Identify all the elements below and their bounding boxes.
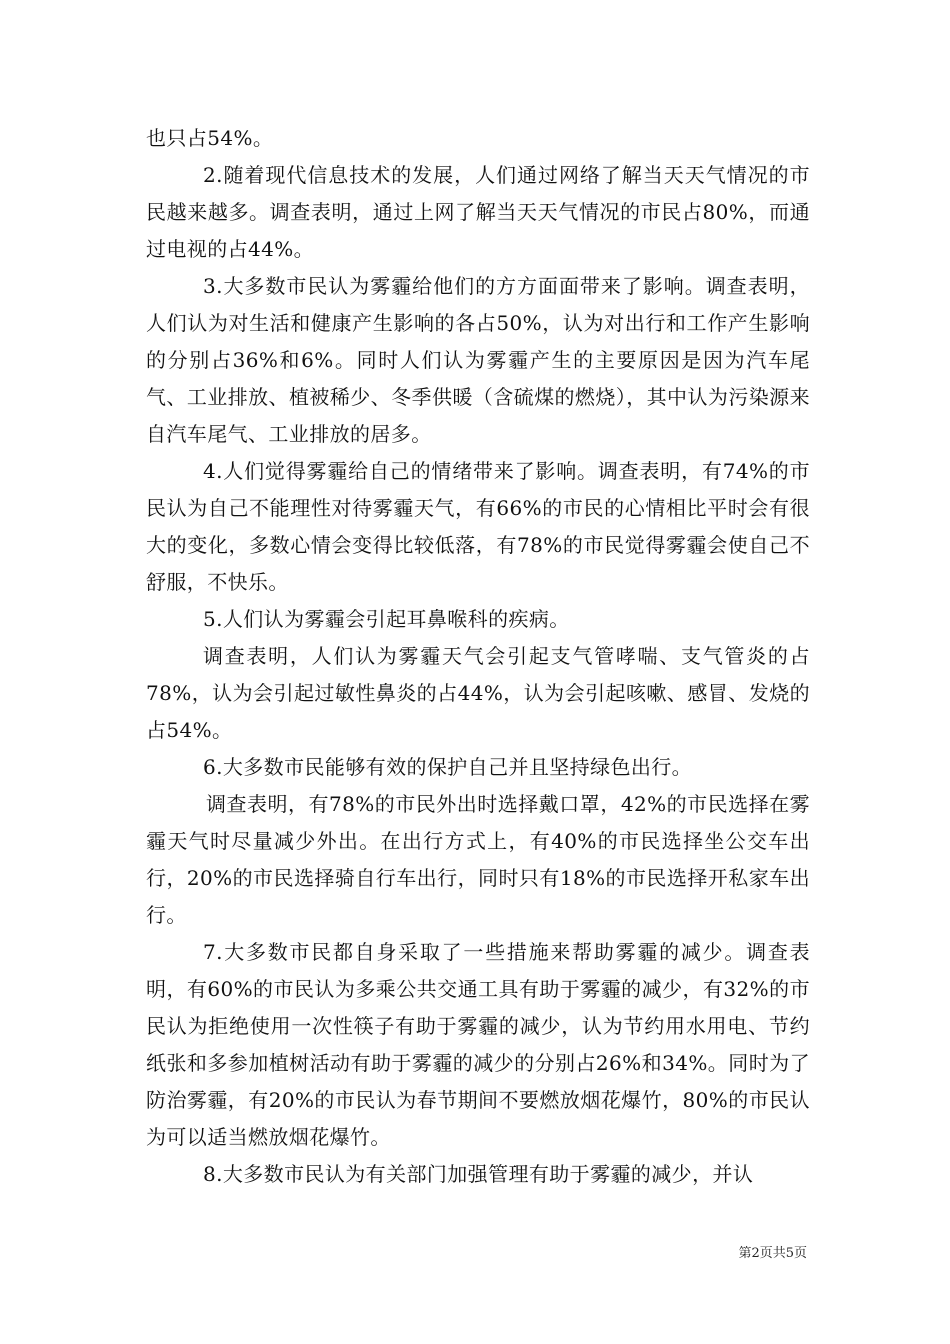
paragraph-point-7: 7.大多数市民都自身采取了一些措施来帮助雾霾的减少。调查表明，有60%的市民认为多乘公共交通工具有助于雾霾的减少，有32%的市民认为拒绝使用一次性筷子有助于雾霾的减少，认为节约用水用电、节约纸张和多参加植树活动有助于雾霾的减少的分别占26%和34%。同时为了防治雾霾，有20%的市民认为春节期间不要燃放烟花爆竹，80%的市民认为可以适当燃放烟花爆竹。	[146, 940, 810, 1149]
paragraph-point-2: 2.随着现代信息技术的发展，人们通过网络了解当天天气情况的市民越来越多。调查表明，通过上网了解当天天气情况的市民占80%，而通过电视的占44%。	[146, 163, 810, 261]
document-body	[146, 120, 810, 1193]
paragraph-point-3: 3.大多数市民认为雾霾给他们的方方面面带来了影响。调查表明，人们认为对生活和健康产生影响的各占50%，认为对出行和工作产生影响的分别占36%和6%。同时人们认为雾霾产生的主要原因是因为汽车尾气、工业排放、植被稀少、冬季供暖（含硫煤的燃烧），其中认为污染源来自汽车尾气、工业排放的居多。	[146, 274, 810, 446]
paragraph-point-8: 8.大多数市民认为有关部门加强管理有助于雾霾的减少，并认	[203, 1162, 754, 1186]
paragraph-continuation: 也只占54%。	[146, 126, 274, 150]
paragraph-point-4: 4.人们觉得雾霾给自己的情绪带来了影响。调查表明，有74%的市民认为自己不能理性对待雾霾天气，有66%的市民的心情相比平时会有很大的变化，多数心情会变得比较低落，有78%的市民觉得雾霾会使自己不舒服，不快乐。	[146, 459, 810, 594]
paragraph-point-6: 6.大多数市民能够有效的保护自己并且坚持绿色出行。	[203, 755, 693, 779]
paragraph-point-5: 5.人们认为雾霾会引起耳鼻喉科的疾病。	[203, 607, 570, 631]
paragraph-point-6-detail: 调查表明，有78%的市民外出时选择戴口罩，42%的市民选择在雾霾天气时尽量减少外出。在出行方式上，有40%的市民选择坐公交车出行，20%的市民选择骑自行车出行，同时只有18%的市民选择开私家车出行。	[146, 792, 810, 927]
paragraph-point-5-detail: 调查表明，人们认为雾霾天气会引起支气管哮喘、支气管炎的占78%，认为会引起过敏性鼻炎的占44%，认为会引起咳嗽、感冒、发烧的占54%。	[146, 644, 810, 742]
page-number-footer: 第2页共5页	[738, 1246, 807, 1261]
